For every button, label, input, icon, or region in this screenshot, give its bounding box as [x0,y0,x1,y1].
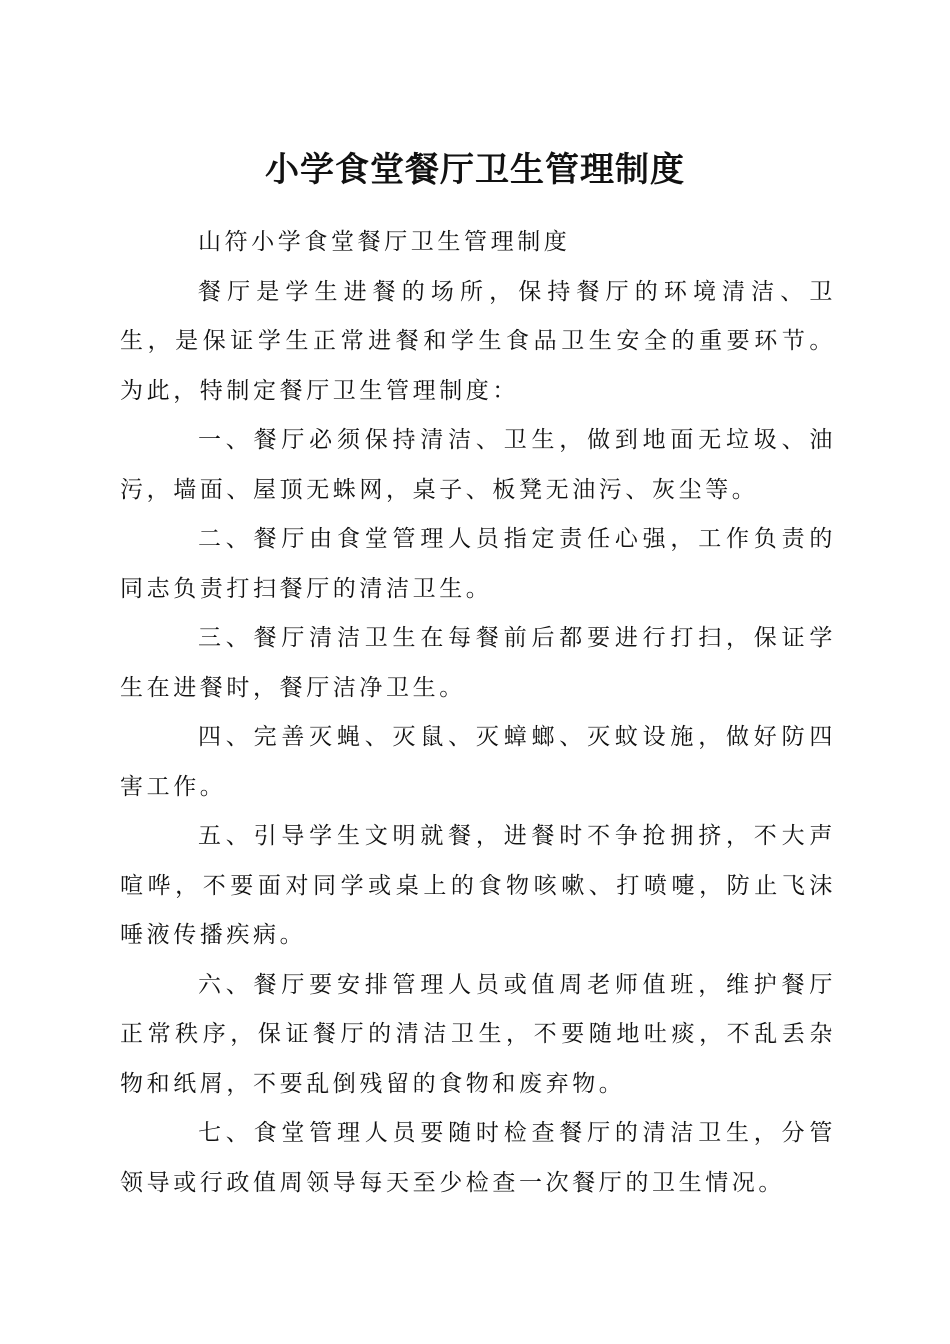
paragraph-rule-5: 五、引导学生文明就餐，进餐时不争抢拥挤，不大声喧哗，不要面对同学或桌上的食物咳嗽、打喷嚏，防止飞沫唾液传播疾病。 [120,823,836,948]
paragraph-rule-6: 六、餐厅要安排管理人员或值周老师值班，维护餐厅正常秩序，保证餐厅的清洁卫生，不要随地吐痰，不乱丢杂物和纸屑，不要乱倒残留的食物和废弃物。 [120,971,836,1097]
document-body [120,218,836,1208]
paragraph-rule-3: 三、餐厅清洁卫生在每餐前后都要进行打扫，保证学生在进餐时，餐厅洁净卫生。 [120,625,836,701]
paragraph-subtitle: 山符小学食堂餐厅卫生管理制度 [198,229,571,255]
paragraph-rule-7: 七、食堂管理人员要随时检查餐厅的清洁卫生，分管领导或行政值周领导每天至少检查一次餐厅的卫生情况。 [120,1120,836,1196]
paragraph-rule-4: 四、完善灭蝇、灭鼠、灭蟑螂、灭蚊设施，做好防四害工作。 [120,724,836,800]
paragraph-rule-2: 二、餐厅由食堂管理人员指定责任心强，工作负责的同志负责打扫餐厅的清洁卫生。 [120,526,836,602]
document-title: 小学食堂餐厅卫生管理制度 [265,150,685,190]
paragraph-intro: 餐厅是学生进餐的场所，保持餐厅的环境清洁、卫生，是保证学生正常进餐和学生食品卫生安全的重要环节。为此，特制定餐厅卫生管理制度： [120,278,836,404]
paragraph-rule-1: 一、餐厅必须保持清洁、卫生，做到地面无垃圾、油污，墙面、屋顶无蛛网，桌子、板凳无油污、灰尘等。 [120,427,836,503]
